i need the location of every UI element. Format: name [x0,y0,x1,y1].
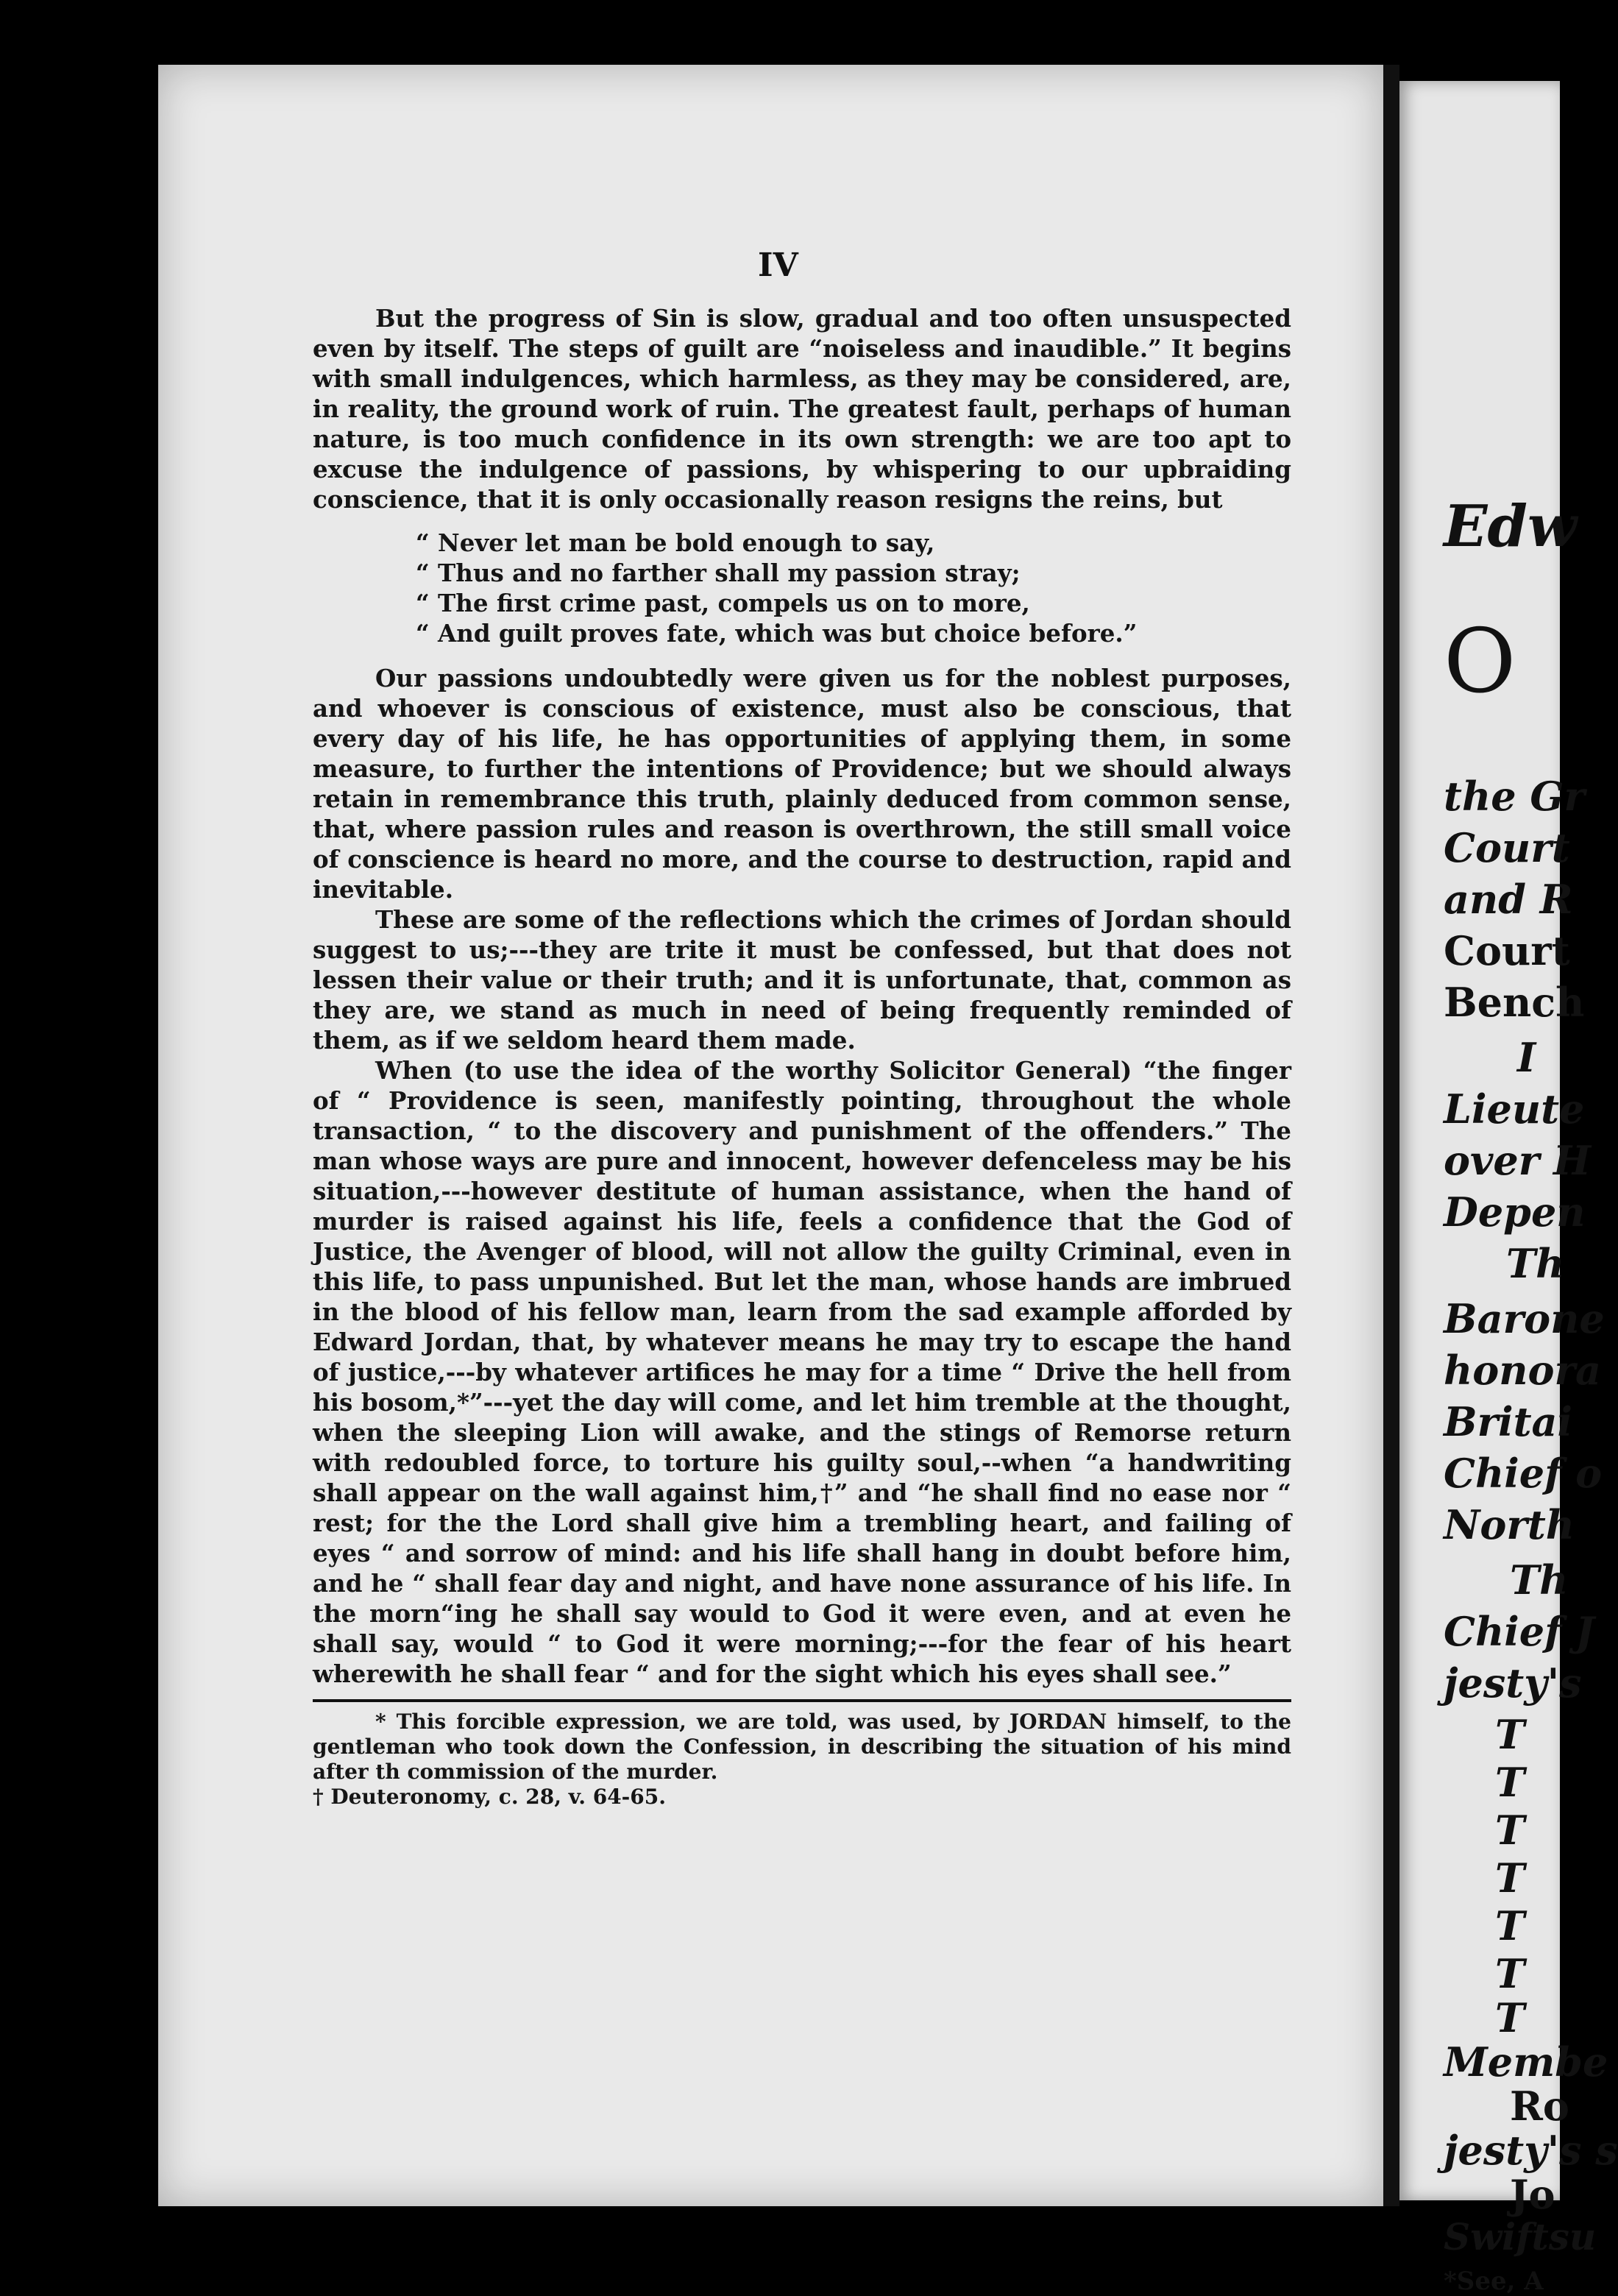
book-gutter [1383,65,1399,2206]
right-page-line: Britai [1444,1398,1573,1445]
paragraph-3: These are some of the reflections which the crimes of Jordan should suggest to us;---they are trite it must be confessed, but that does not lessen their value or their truth; and it is unfortunate, that, common as they are, we stand as much in need of being frequently reminded of them, as if we seldom heard them made. [313,905,1291,1055]
verse-line: “ The first crime past, compels us on to more, [416,589,1030,617]
right-page-line: T [1495,1854,1525,1902]
right-page-line: Jo [1510,2171,1555,2218]
footnote-1: * This forcible expression, we are told, was used, by JORDAN himself, to the gentleman who took down the Confession, in describing the situation of his mind after th commission of the murder. [313,1709,1291,1784]
verse-line: “ Never let man be bold enough to say, [416,528,935,557]
right-page-line: Th [1506,1240,1565,1287]
footnote-2: † Deuteronomy, c. 28, v. 64-65. [313,1785,667,1809]
right-page-line: T [1495,1807,1525,1854]
paragraph-1: But the progress of Sin is slow, gradual and too often unsuspected even by itself. The steps of guilt are “noiseless and inaudible.” It begins with small indulgences, which harmless, as they may be considered, are, in reality, the ground work of ruin. The greatest fault, perhaps of human nature, is too much confidence in its own strength: we are too apt to excuse the indulgence of passions, by whispering to our upbraiding conscience, that it is only occasionally reason resigns the reins, but [313,304,1291,514]
main-text [313,303,1291,1810]
right-page-line: T [1495,1902,1525,1949]
right-page-line: T [1495,1759,1525,1806]
right-page-line: Court [1444,824,1570,871]
right-page-line: Membe [1444,2038,1608,2086]
right-page-line: T [1495,1950,1525,1997]
right-page-line: jesty's [1444,1659,1582,1707]
right-page-line: the Gr [1444,773,1585,820]
right-page-line: Chief J [1444,1608,1594,1655]
right-page-line: *See, A [1444,2267,1544,2296]
right-page-line: T [1495,1994,1525,2041]
right-page-line: Swiftsu [1444,2215,1597,2258]
verse-quotation [416,528,1291,648]
right-page-line: Depen [1444,1188,1586,1236]
page-number: IV [758,247,798,284]
right-page-line: Court [1444,927,1570,974]
right-page-line: Ro [1510,2083,1569,2130]
footnotes [313,1709,1291,1810]
right-page-line: honora [1444,1347,1601,1394]
paragraph-2: Our passions undoubtedly were given us for the noblest purposes, and whoever is conscious of existence, must also be conscious, that every day of his life, he has opportunities of applying them, in some measure, to further the intentions of Providence; but we should always retain in remembrance this truth, plainly deduced from common sense, that, where passion rules and reason is overthrown, the still small voice of conscience is heard no more, and the course to destruction, rapid and inevitable. [313,664,1291,904]
right-page [1399,81,1618,2296]
right-page-line: and R [1444,876,1573,923]
footnote-divider [313,1699,1291,1702]
right-page-line: Barone [1444,1295,1605,1342]
right-page-line: Th [1510,1556,1569,1604]
verse-line: “ And guilt proves fate, which was but choice before.” [416,619,1138,648]
right-page-line: T [1495,1711,1525,1758]
right-page-line: over H [1444,1137,1592,1184]
right-page-line: jesty's s [1444,2127,1618,2174]
right-page-line: Bench [1444,979,1585,1026]
right-page-line: Edw [1444,493,1578,560]
right-page-line: O [1444,611,1518,713]
paragraph-4: When (to use the idea of the worthy Solicitor General) “the finger of “ Providence is seen, manifestly pointing, throughout the whole transaction, “ to the discovery and punishment of the offenders.” The man whose ways are pure and innocent, however defenceless may be his situation,---however destitute of human assistance, when the hand of murder is raised against his life, feels a confidence that the God of Justice, the Avenger of blood, will not allow the guilty Criminal, even in this life, to pass unpunished. But let the man, whose hands are imbrued in the blood of his fellow man, learn from the sad example afforded by Edward Jordan, that, by whatever means he may try to escape the hand of justice,---by whatever artifices he may for a time “ Drive the hell from his bosom,*”---yet the day will come, and let him tremble at the thought, when the sleeping Lion will awake, and the stings of Remorse return with redoubled force, to torture his guilty soul,--when “a handwriting shall appear on the wall against him,†” and “he shall find no ease nor “ rest; for the the Lord shall give him a trembling heart, and failing of eyes “ and sorrow of mind: and his life shall hang in doubt before him, and he “ shall fear day and night, and have none assurance of his life. In the morn“ing he shall say would to God it were even, and at even he shall say, would “ to God it were morning;---for the fear of his heart wherewith he shall fear “ and for the sight which his eyes shall see.” [313,1056,1291,1688]
right-page-line: I [1517,1034,1536,1081]
right-page-line: Lieute [1444,1085,1585,1133]
right-page-line: North [1444,1501,1575,1548]
verse-line: “ Thus and no farther shall my passion stray; [416,559,1021,587]
right-page-line: Chief o [1444,1450,1603,1497]
